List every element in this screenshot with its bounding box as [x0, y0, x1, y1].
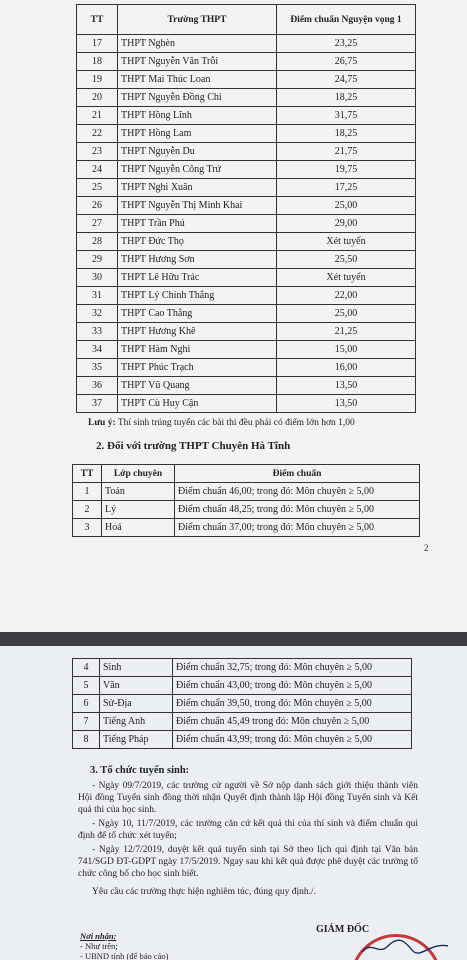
table-row	[73, 519, 420, 537]
table-row-cell: THPT Phúc Trạch	[118, 359, 277, 377]
table-row	[73, 501, 420, 519]
table-row-cell: Xét tuyển	[277, 233, 416, 251]
table-row-cell: Điểm chuẩn 37,00; trong đó: Môn chuyên ≥ 5,00	[175, 519, 420, 537]
table-row-cell: 25,00	[277, 197, 416, 215]
header-score: Điểm chuẩn Nguyện vọng 1	[277, 5, 416, 35]
table-row-cell: 5	[73, 677, 100, 695]
table-row	[77, 341, 416, 359]
page-number: 2	[424, 543, 429, 553]
table-row-cell: THPT Vũ Quang	[118, 377, 277, 395]
table-row-cell: 30	[77, 269, 118, 287]
table-row-cell: Sử-Địa	[100, 695, 173, 713]
section-3-title: 3. Tổ chức tuyển sinh:	[90, 765, 190, 776]
table-row	[73, 695, 412, 713]
specialized-school-table-continued	[72, 658, 412, 749]
table-row-cell: 16,00	[277, 359, 416, 377]
table-row-cell: Điểm chuẩn 39,50, trong đó: Môn chuyên ≥ 5,00	[173, 695, 412, 713]
table-row	[77, 377, 416, 395]
table-row-cell: THPT Hồng Lam	[118, 125, 277, 143]
table-row	[77, 197, 416, 215]
table-row-cell: 26,75	[277, 53, 416, 71]
table-row-cell: Văn	[100, 677, 173, 695]
table-row-cell: 31,75	[277, 107, 416, 125]
table-row	[73, 483, 420, 501]
signature-title: GIÁM ĐỐC	[316, 924, 370, 935]
table-row-cell: 3	[73, 519, 102, 537]
table-row-cell: Toán	[102, 483, 175, 501]
table-row	[77, 251, 416, 269]
table-row-cell: Điểm chuẩn 48,25; trong đó: Môn chuyên ≥ 5,00	[175, 501, 420, 519]
table-row-cell: 36	[77, 377, 118, 395]
table-row-cell: 8	[73, 731, 100, 749]
header-tt: TT	[77, 5, 118, 35]
table-row	[77, 89, 416, 107]
table-row-cell: Điểm chuẩn 43,99; trong đó: Môn chuyên ≥ 5,00	[173, 731, 412, 749]
document-page-2	[0, 646, 467, 960]
table-row	[73, 731, 412, 749]
table-row-cell: 29,00	[277, 215, 416, 233]
table-row-cell: Điểm chuẩn 46,00; trong đó: Môn chuyên ≥ 5,00	[175, 483, 420, 501]
table-row-cell: THPT Hàm Nghi	[118, 341, 277, 359]
table-row-cell: THPT Nguyễn Văn Trỗi	[118, 53, 277, 71]
table-row-cell: Sinh	[100, 659, 173, 677]
note	[88, 418, 355, 428]
table-row-cell: Điểm chuẩn 43,00; trong đó: Môn chuyên ≥ 5,00	[173, 677, 412, 695]
table-row-cell: 13,50	[277, 395, 416, 413]
table-row-cell: 24,75	[277, 71, 416, 89]
table-row-cell: 24	[77, 161, 118, 179]
table-row-cell: 25	[77, 179, 118, 197]
table-row-cell: 28	[77, 233, 118, 251]
table-row-cell: 25,50	[277, 251, 416, 269]
table-row-cell: Điểm chuẩn 45,49 trong đó: Môn chuyên ≥ 5,00	[173, 713, 412, 731]
table-row-cell: 20	[77, 89, 118, 107]
table-row-cell: THPT Lý Chính Thắng	[118, 287, 277, 305]
table-row	[77, 323, 416, 341]
school-cutoff-table	[76, 4, 416, 413]
table-row-cell: Lý	[102, 501, 175, 519]
table-row	[77, 305, 416, 323]
table-row-cell: 35	[77, 359, 118, 377]
paragraph-2: - Ngày 10, 11/7/2019, các trường căn cứ kết quả thi của thí sinh và điểm chuẩn qui định để tổ chức xét tuyển;	[78, 819, 418, 841]
table-row-cell: THPT Cao Thắng	[118, 305, 277, 323]
header-class: Lớp chuyên	[102, 465, 175, 483]
specialized-school-table	[72, 464, 420, 537]
header-tt: TT	[73, 465, 102, 483]
note-label: Lưu ý:	[88, 418, 116, 428]
table-row-cell: 4	[73, 659, 100, 677]
table-row	[77, 179, 416, 197]
table-row-cell: Xét tuyển	[277, 269, 416, 287]
table-row-cell: 21	[77, 107, 118, 125]
header-school: Trường THPT	[118, 5, 277, 35]
school-cutoff-table-body	[77, 35, 416, 413]
table-row-cell: THPT Nguyễn Công Trứ	[118, 161, 277, 179]
recipients	[80, 931, 169, 960]
table-row-cell: THPT Cù Huy Cận	[118, 395, 277, 413]
table-row-cell: 18,25	[277, 125, 416, 143]
table-row-cell: THPT Nghi Xuân	[118, 179, 277, 197]
table-row-cell: THPT Nguyễn Du	[118, 143, 277, 161]
recipients-title: Nơi nhận:	[80, 931, 117, 941]
table-row-cell: THPT Lê Hữu Trác	[118, 269, 277, 287]
section-2-title: 2. Đối với trường THPT Chuyên Hà Tĩnh	[96, 440, 291, 452]
table-row-cell: THPT Mai Thúc Loan	[118, 71, 277, 89]
table-row-cell: 17	[77, 35, 118, 53]
table-row-cell: Hoá	[102, 519, 175, 537]
table-row-cell: 19,75	[277, 161, 416, 179]
table-row-cell: 26	[77, 197, 118, 215]
table-row-cell: THPT Hương Khê	[118, 323, 277, 341]
table-row-cell: THPT Hương Sơn	[118, 251, 277, 269]
table-row	[77, 71, 416, 89]
recipient-item: - Như trên;	[80, 941, 118, 951]
table-row-cell: Tiếng Pháp	[100, 731, 173, 749]
table-row-cell: THPT Nghèn	[118, 35, 277, 53]
table-row-cell: 34	[77, 341, 118, 359]
recipient-item: - UBND tỉnh (để báo cáo)	[80, 951, 169, 960]
table-row-cell: 31	[77, 287, 118, 305]
table-row	[77, 359, 416, 377]
note-text: Thí sinh trúng tuyển các bài thi đều phải có điểm lớn hơn 1,00	[115, 418, 355, 428]
table-row-cell: 22	[77, 125, 118, 143]
table-row	[77, 143, 416, 161]
paragraph-3: - Ngày 12/7/2019, duyệt kết quả tuyển sinh tại Sở theo lịch qui định tại Văn bản 741/SGD ĐT-GDPT ngày 17/5/2019. Ngay sau khi kết quả được phê duyệt các trường tổ chức công bố cho học sinh biết.	[78, 845, 418, 879]
table-row-cell: 25,00	[277, 305, 416, 323]
signature-scribble	[360, 936, 450, 958]
table-row	[77, 215, 416, 233]
table-row-cell: 2	[73, 501, 102, 519]
table-header-row	[77, 5, 416, 35]
table-row-cell: 29	[77, 251, 118, 269]
table-row-cell: 13,50	[277, 377, 416, 395]
table-row-cell: 37	[77, 395, 118, 413]
table-row-cell: 18,25	[277, 89, 416, 107]
table-row-cell: THPT Hồng Lĩnh	[118, 107, 277, 125]
table-row-cell: 21,75	[277, 143, 416, 161]
table-row-cell: Tiếng Anh	[100, 713, 173, 731]
table-row	[73, 659, 412, 677]
table-row-cell: 23	[77, 143, 118, 161]
table-row-cell: 17,25	[277, 179, 416, 197]
specialized-school-table-continued-body	[73, 659, 412, 749]
table-header-row	[73, 465, 420, 483]
table-row-cell: 7	[73, 713, 100, 731]
table-row	[77, 395, 416, 413]
header-cutoff: Điểm chuẩn	[175, 465, 420, 483]
table-row-cell: 6	[73, 695, 100, 713]
table-row-cell: 19	[77, 71, 118, 89]
table-row	[77, 107, 416, 125]
table-row-cell: 1	[73, 483, 102, 501]
paragraph-1: - Ngày 09/7/2019, các trường cử người về Sở nộp danh sách giới thiệu thành viên Hội đồng Tuyển sinh đồng thời nhận Quyết định thành lập Hội đồng Tuyển sinh và Kết quả thi của học sinh.	[78, 781, 418, 815]
table-row-cell: Điểm chuẩn 32,75; trong đó: Môn chuyên ≥ 5,00	[173, 659, 412, 677]
table-row-cell: 27	[77, 215, 118, 233]
table-row	[77, 125, 416, 143]
table-row-cell: THPT Nguyễn Thị Minh Khai	[118, 197, 277, 215]
table-row	[77, 233, 416, 251]
specialized-school-table-body	[73, 483, 420, 537]
table-row-cell: 23,25	[277, 35, 416, 53]
paragraph-4: Yêu cầu các trường thực hiện nghiêm túc, đúng quy định./.	[92, 887, 317, 897]
table-row	[73, 677, 412, 695]
table-row	[77, 269, 416, 287]
table-row-cell: THPT Nguyễn Đồng Chi	[118, 89, 277, 107]
table-row	[73, 713, 412, 731]
table-row	[77, 287, 416, 305]
table-row-cell: THPT Đức Thọ	[118, 233, 277, 251]
table-row-cell: 22,00	[277, 287, 416, 305]
table-row	[77, 35, 416, 53]
table-row-cell: 15,00	[277, 341, 416, 359]
table-row-cell: 18	[77, 53, 118, 71]
table-row-cell: 33	[77, 323, 118, 341]
table-row-cell: THPT Trần Phú	[118, 215, 277, 233]
table-row-cell: 32	[77, 305, 118, 323]
table-row	[77, 53, 416, 71]
table-row	[77, 161, 416, 179]
table-row-cell: 21,25	[277, 323, 416, 341]
